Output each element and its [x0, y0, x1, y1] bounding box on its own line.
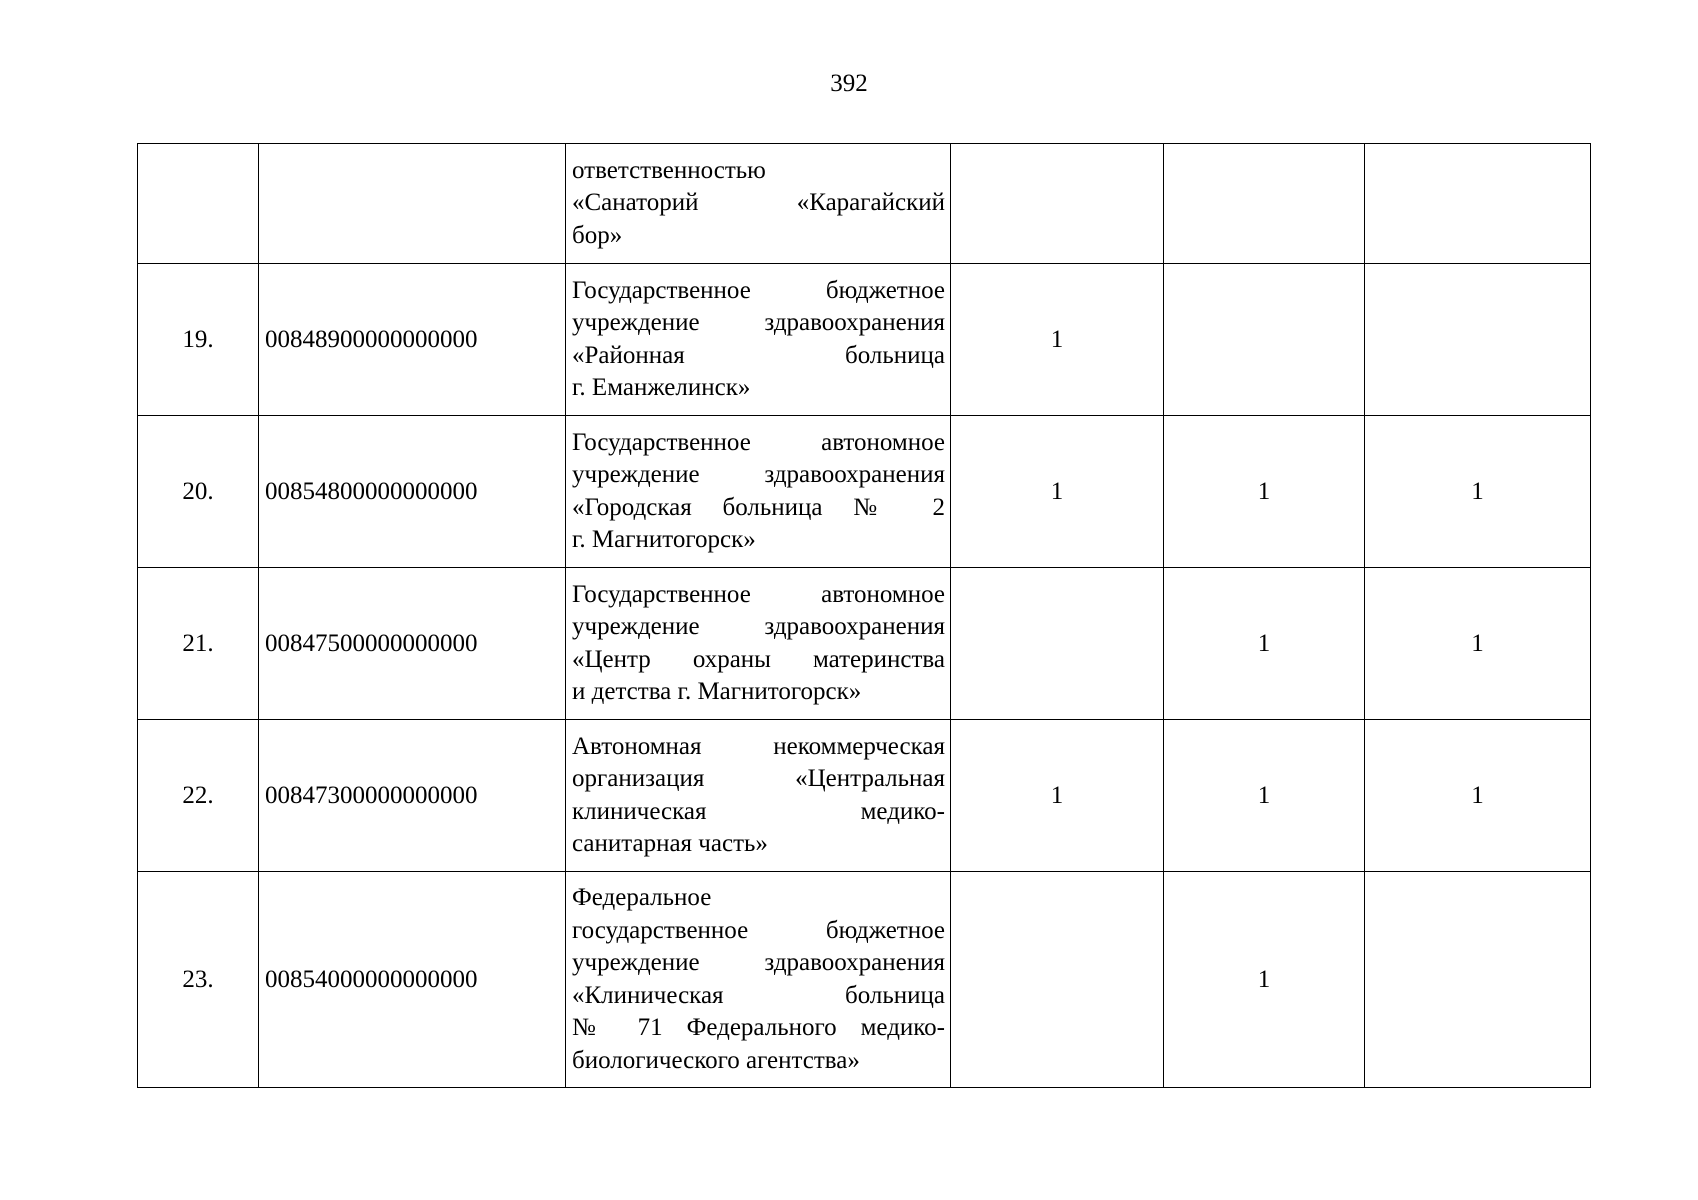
name-line: г. Магнитогорск» [572, 526, 756, 553]
name-line: клиническая медико- [572, 797, 945, 825]
value-cell-1: 1 [951, 264, 1164, 416]
name-line: бор» [572, 221, 623, 249]
name-line: учреждение здравоохранения [572, 309, 945, 336]
registry-code-cell: 00854800000000000 [259, 416, 566, 568]
name-line: «Городская больница № 2 [572, 493, 945, 521]
organization-name-cell [566, 416, 951, 568]
value-cell-3 [1365, 144, 1591, 264]
value-cell-1: 1 [951, 720, 1164, 872]
value-cell-3 [1365, 264, 1591, 416]
name-line: «Санаторий «Карагайский [572, 189, 945, 217]
registry-code-cell [259, 144, 566, 264]
table-row [138, 872, 1591, 1088]
name-line: Государственное бюджетное [572, 276, 945, 304]
value-cell-3 [1365, 872, 1591, 1088]
value-cell-2 [1164, 144, 1365, 264]
name-line: организация «Центральная [572, 765, 945, 792]
value-cell-2: 1 [1164, 720, 1365, 872]
name-line: ответственностью [572, 156, 766, 184]
value-cell-2: 1 [1164, 416, 1365, 568]
name-line: «Районная больница [572, 341, 945, 369]
registry-code-cell: 00847300000000000 [259, 720, 566, 872]
organization-name-cell [566, 568, 951, 720]
name-line: и детства г. Магнитогорск» [572, 678, 862, 705]
value-cell-1 [951, 144, 1164, 264]
organization-name-cell [566, 872, 951, 1088]
value-cell-1 [951, 872, 1164, 1088]
value-cell-2: 1 [1164, 872, 1365, 1088]
name-line: Государственное автономное [572, 580, 945, 608]
name-line: «Центр охраны материнства [572, 645, 945, 673]
value-cell-2 [1164, 264, 1365, 416]
registry-table [137, 143, 1591, 1088]
row-number-cell [138, 144, 259, 264]
name-line: учреждение здравоохранения [572, 613, 945, 640]
name-line: Федеральное [572, 884, 712, 911]
table-row [138, 416, 1591, 568]
name-line: учреждение здравоохранения [572, 949, 945, 976]
name-line: г. Еманжелинск» [572, 374, 751, 401]
row-number-cell: 19. [138, 264, 259, 416]
registry-code-cell: 00847500000000000 [259, 568, 566, 720]
row-number-cell: 20. [138, 416, 259, 568]
registry-code-cell: 00854000000000000 [259, 872, 566, 1088]
table-row [138, 568, 1591, 720]
name-line: санитарная часть» [572, 830, 768, 857]
name-line: учреждение здравоохранения [572, 461, 945, 488]
registry-code-cell: 00848900000000000 [259, 264, 566, 416]
value-cell-1 [951, 568, 1164, 720]
name-line: № 71 Федерального медико- [572, 1014, 945, 1041]
row-number-cell: 21. [138, 568, 259, 720]
value-cell-3: 1 [1365, 720, 1591, 872]
page-number: 392 [830, 70, 868, 97]
name-line: «Клиническая больница [572, 981, 945, 1009]
name-line: Государственное автономное [572, 428, 945, 456]
row-number-cell: 22. [138, 720, 259, 872]
name-line: биологического агентства» [572, 1046, 860, 1074]
organization-name-cell [566, 720, 951, 872]
value-cell-3: 1 [1365, 568, 1591, 720]
table-row [138, 264, 1591, 416]
row-number-cell: 23. [138, 872, 259, 1088]
value-cell-1: 1 [951, 416, 1164, 568]
name-line: Автономная некоммерческая [572, 732, 945, 760]
value-cell-2: 1 [1164, 568, 1365, 720]
table-row [138, 144, 1591, 264]
table-row [138, 720, 1591, 872]
name-line: государственное бюджетное [572, 916, 945, 944]
value-cell-3: 1 [1365, 416, 1591, 568]
organization-name-cell [566, 144, 951, 264]
organization-name-cell [566, 264, 951, 416]
